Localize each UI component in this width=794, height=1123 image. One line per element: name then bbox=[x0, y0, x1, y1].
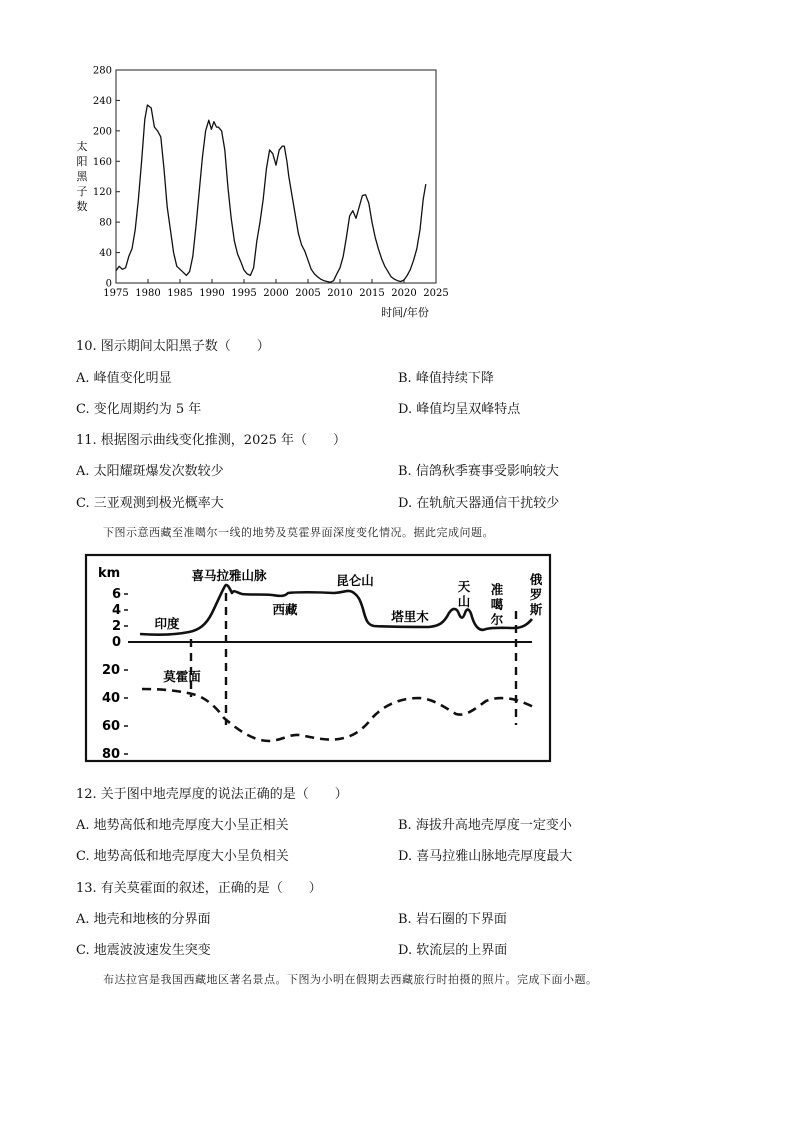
tick-80: 80 bbox=[102, 747, 121, 762]
y-tick-label: 240 bbox=[92, 95, 112, 107]
label-russia: 罗 bbox=[529, 587, 543, 602]
label-tianshan: 山 bbox=[457, 594, 471, 609]
x-tick-label: 2010 bbox=[327, 288, 353, 299]
axis-unit: km bbox=[98, 566, 121, 581]
q10-stem: 10. 图示期间太阳黑子数（ ） bbox=[76, 339, 270, 354]
q10-option-a[interactable]: A. 峰值变化明显 bbox=[76, 371, 172, 386]
label-russia: 斯 bbox=[529, 602, 543, 617]
q11-option-c[interactable]: C. 三亚观测到极光概率大 bbox=[76, 496, 224, 511]
tick-4: 4 bbox=[112, 603, 122, 618]
q11-option-a[interactable]: A. 太阳耀斑爆发次数较少 bbox=[76, 464, 224, 479]
label-tianshan: 天 bbox=[457, 579, 471, 594]
tick-6: 6 bbox=[112, 587, 122, 602]
q13-option-a[interactable]: A. 地壳和地核的分界面 bbox=[76, 912, 211, 927]
x-tick-label: 2000 bbox=[263, 288, 289, 299]
y-tick-label: 80 bbox=[99, 217, 112, 229]
label-himalaya: 喜马拉雅山脉 bbox=[191, 568, 267, 583]
q12-stem: 12. 关于图中地壳厚度的说法正确的是（ ） bbox=[76, 787, 348, 802]
q12-option-a[interactable]: A. 地势高低和地壳厚度大小呈正相关 bbox=[76, 818, 289, 833]
x-tick-label: 2005 bbox=[295, 288, 321, 299]
q13-option-c[interactable]: C. 地震波波速发生突变 bbox=[76, 943, 211, 958]
x-tick-label: 1990 bbox=[199, 288, 225, 299]
x-tick-label: 1995 bbox=[231, 288, 257, 299]
x-tick-label: 1975 bbox=[103, 288, 129, 299]
y-tick-label: 200 bbox=[92, 126, 112, 138]
label-india: 印度 bbox=[154, 616, 180, 631]
q13-stem: 13. 有关莫霍面的叙述，正确的是（ ） bbox=[76, 881, 322, 896]
q13-option-b[interactable]: B. 岩石圈的下界面 bbox=[398, 912, 507, 927]
label-kunlun: 昆仑山 bbox=[336, 573, 374, 588]
tick-20: 20 bbox=[102, 663, 121, 678]
tick-0: 0 bbox=[112, 635, 122, 650]
label-junggar: 噶 bbox=[490, 597, 504, 612]
q10-option-d[interactable]: D. 峰值均呈双峰特点 bbox=[398, 402, 521, 417]
q12-option-c[interactable]: C. 地势高低和地壳厚度大小呈负相关 bbox=[76, 849, 289, 864]
q11-option-b[interactable]: B. 信鸽秋季赛事受影响较大 bbox=[398, 464, 559, 479]
q13-option-d[interactable]: D. 软流层的上界面 bbox=[398, 943, 508, 958]
q10-option-c[interactable]: C. 变化周期约为 5 年 bbox=[76, 402, 202, 417]
x-axis-label: 时间/年份 bbox=[381, 306, 429, 319]
label-tarim: 塔里木 bbox=[391, 609, 429, 624]
q11-option-d[interactable]: D. 在轨航天器通信干扰较少 bbox=[398, 496, 560, 511]
y-tick-label: 280 bbox=[92, 65, 112, 77]
q12-option-b[interactable]: B. 海拔升高地壳厚度一定变小 bbox=[398, 818, 572, 833]
intro-paragraph-2: 下图示意西藏至准噶尔一线的地势及莫霍界面深度变化情况。据此完成问题。 bbox=[103, 526, 494, 539]
label-junggar: 尔 bbox=[490, 612, 504, 627]
x-tick-label: 2025 bbox=[423, 288, 449, 299]
sunspot-chart bbox=[70, 60, 450, 325]
label-tibet: 西藏 bbox=[272, 602, 298, 617]
y-tick-label: 160 bbox=[92, 156, 112, 168]
terrain-moho-profile bbox=[84, 553, 554, 765]
y-tick-label: 0 bbox=[105, 278, 112, 290]
x-tick-label: 1980 bbox=[135, 288, 161, 299]
label-moho: 莫霍面 bbox=[163, 669, 201, 684]
tick-2: 2 bbox=[112, 619, 122, 634]
x-tick-label: 2020 bbox=[391, 288, 417, 299]
tick-40: 40 bbox=[102, 691, 121, 706]
x-tick-label: 1985 bbox=[167, 288, 193, 299]
y-tick-label: 120 bbox=[92, 187, 112, 199]
label-russia: 俄 bbox=[529, 572, 543, 587]
x-tick-label: 2015 bbox=[359, 288, 385, 299]
q10-option-b[interactable]: B. 峰值持续下降 bbox=[398, 371, 494, 386]
sunspot-series-line bbox=[116, 105, 426, 282]
intro-paragraph-3: 布达拉宫是我国西藏地区著名景点。下图为小明在假期去西藏旅行时拍摄的照片。完成下面小题。 bbox=[103, 973, 598, 986]
y-axis-label: 太阳黑子数 bbox=[76, 140, 88, 213]
tick-60: 60 bbox=[102, 719, 121, 734]
label-junggar: 准 bbox=[490, 582, 504, 597]
y-tick-label: 40 bbox=[99, 248, 112, 260]
q12-option-d[interactable]: D. 喜马拉雅山脉地壳厚度最大 bbox=[398, 849, 573, 864]
q11-stem: 11. 根据图示曲线变化推测，2025 年（ ） bbox=[76, 433, 347, 448]
